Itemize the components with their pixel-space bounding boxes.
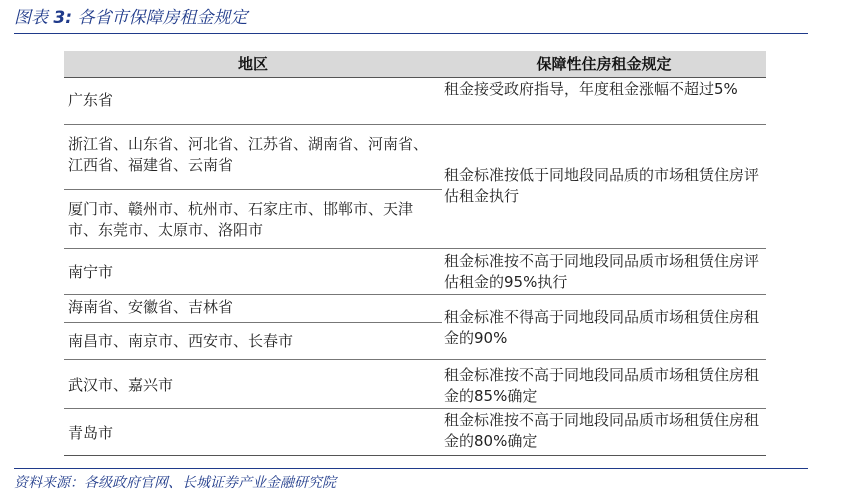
header-rule: 保障性住房租金规定 — [536, 55, 672, 73]
rule-cell: 租金标准按不高于同地段同品质市场租赁住房评估租金的95%执行 — [444, 252, 760, 291]
region-cell: 广东省 — [68, 91, 114, 109]
row-divider — [64, 124, 766, 125]
row-divider — [64, 294, 766, 295]
header-region: 地区 — [237, 55, 268, 73]
figure-title-prefix: 图表 — [14, 8, 48, 28]
region-cell: 海南省、安徽省、吉林省 — [68, 298, 234, 316]
rule-cell: 租金标准不得高于同地段同品质市场租赁住房租金的90% — [444, 308, 760, 347]
bottom-rule — [14, 468, 808, 469]
region-cell: 南宁市 — [68, 263, 114, 281]
figure-title-text: 各省市保障房租金规定 — [77, 8, 248, 28]
region-cell: 青岛市 — [68, 424, 114, 442]
rule-cell: 租金标准按不高于同地段同品质市场租赁住房租金的80%确定 — [444, 411, 760, 450]
row-divider — [64, 322, 442, 323]
source-note: 资料来源：各级政府官网、长城证券产业金融研究院 — [14, 475, 336, 491]
top-rule — [14, 33, 808, 34]
row-divider — [64, 408, 766, 409]
row-divider — [64, 248, 766, 249]
region-cell: 武汉市、嘉兴市 — [68, 376, 174, 394]
region-cell: 南昌市、南京市、西安市、长春市 — [68, 332, 294, 350]
rule-cell: 租金标准按低于同地段同品质的市场租赁住房评估租金执行 — [444, 166, 760, 205]
table-header — [64, 51, 766, 78]
region-cell: 厦门市、赣州市、杭州市、石家庄市、邯郸市、天津市、东莞市、太原市、洛阳市 — [68, 200, 414, 239]
rule-cell: 租金标准按不高于同地段同品质市场租赁住房租金的85%确定 — [444, 366, 760, 405]
region-cell: 浙江省、山东省、河北省、江苏省、湖南省、河南省、江西省、福建省、云南省 — [68, 135, 429, 174]
rule-cell: 租金接受政府指导，年度租金涨幅不超过5% — [444, 80, 738, 98]
figure-title — [14, 6, 247, 30]
figure-number: 3: — [53, 8, 73, 28]
row-divider — [64, 359, 766, 360]
row-divider — [64, 189, 442, 190]
table-bottom-border — [64, 455, 766, 456]
